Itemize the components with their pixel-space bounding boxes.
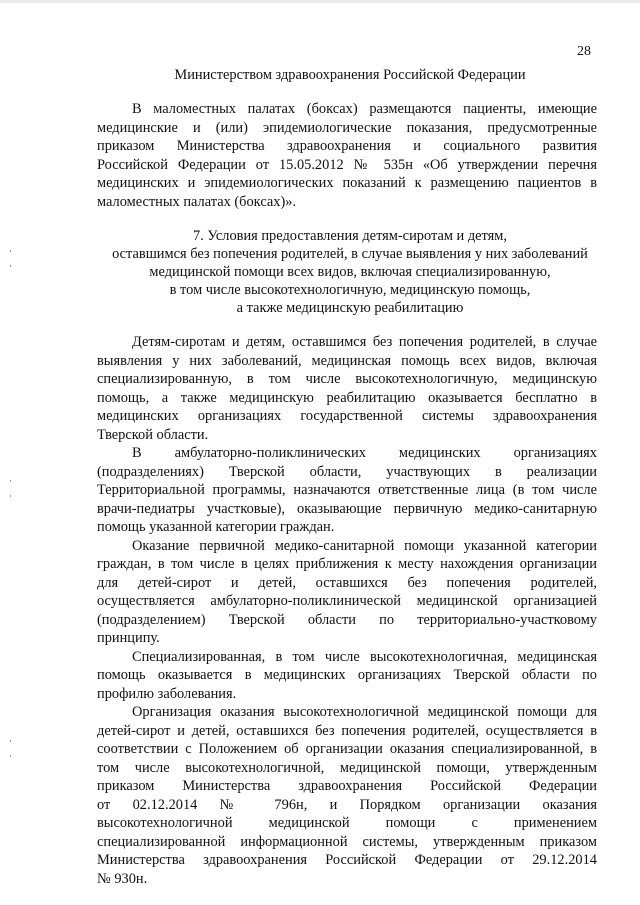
text-line: специализированной информационной системы, утвержденным приказом: [97, 834, 597, 850]
scan-speck: [10, 740, 11, 742]
text-line: соответствии с Положением об организации оказания специализированной, в: [97, 741, 597, 757]
text-line: Специализированная, в том числе высокотехнологичная, медицинская: [132, 649, 597, 665]
text-line: № 930н.: [97, 871, 148, 887]
section-title-line: оставшимся без попечения родителей, в случае выявления у них заболеваний: [112, 246, 588, 262]
text-line: Территориальной программы, назначаются ответственные лица (в том числе: [97, 482, 597, 498]
text-line: помощь, а также медицинскую реабилитацию оказывается бесплатно в: [97, 390, 597, 406]
scan-speck: [10, 480, 11, 482]
scan-speck: [10, 265, 11, 267]
text-line: осуществляется амбулаторно-поликлинической медицинской организацией: [97, 593, 597, 609]
header-line: Министерством здравоохранения Российской Федерации: [174, 67, 526, 83]
scan-speck: [10, 755, 11, 757]
page-number: 28: [577, 44, 591, 59]
text-line: детей-сирот и детей, оставшихся без попечения родителей, осуществляется в: [97, 723, 597, 739]
text-line: врачи-педиатры участковые), оказывающие первичную медико-санитарную: [97, 501, 597, 517]
section-title-line: а также медицинскую реабилитацию: [236, 300, 464, 316]
text-line: (подразделением) Тверской области по территориально-участковому: [97, 612, 597, 628]
section-title-line: в том числе высокотехнологичную, медицинскую помощь,: [169, 282, 531, 298]
text-line: (подразделениях) Тверской области, участвующих в реализации: [97, 464, 597, 480]
scan-speck: [10, 495, 11, 497]
text-line: принципу.: [97, 630, 160, 646]
text-line: помощь оказывается в медицинских организациях Тверской области по: [97, 667, 597, 683]
text-line: В амбулаторно-поликлинических медицинских организациях: [132, 445, 597, 461]
text-line: от 02.12.2014 № 796н, и Порядком организации оказания: [97, 797, 597, 813]
text-line: высокотехнологичной медицинской помощи с применением: [97, 815, 597, 831]
text-line: В маломестных палатах (боксах) размещаются пациенты, имеющие: [132, 101, 597, 117]
text-line: приказом Министерства здравоохранения и социального развития: [97, 138, 597, 154]
text-line: для детей-сирот и детей, оставшихся без попечения родителей,: [97, 575, 597, 591]
text-line: граждан, в том числе в целях приближения к месту нахождения организации: [97, 556, 597, 572]
text-line: том числе высокотехнологичной, медицинской помощи, утвержденным: [97, 760, 597, 776]
text-line: помощь указанной категории граждан.: [97, 519, 335, 535]
text-line: Тверской области.: [97, 427, 209, 443]
text-line: приказом Министерства здравоохранения Российской Федерации: [97, 778, 597, 794]
text-line: медицинских и эпидемиологических показаний к размещению пациентов в: [97, 175, 597, 191]
text-line: маломестных палатах (боксах)».: [97, 194, 297, 210]
text-line: Оказание первичной медико-санитарной помощи указанной категории: [132, 538, 597, 554]
section-title-line: медицинской помощи всех видов, включая специализированную,: [149, 264, 551, 280]
text-line: медицинских организациях государственной системы здравоохранения: [97, 408, 597, 424]
text-line: специализированную, в том числе высокотехнологичную, медицинскую: [97, 371, 597, 387]
section-title-line: 7. Условия предоставления детям-сиротам и детям,: [193, 228, 507, 244]
text-line: выявления у них заболеваний, медицинская помощь всех видов, включая: [97, 353, 597, 369]
text-line: медицинские и (или) эпидемиологические показания, предусмотренные: [97, 120, 597, 136]
text-line: Детям-сиротам и детям, оставшимся без попечения родителей, в случае: [132, 334, 597, 350]
scan-edge: [0, 0, 640, 3]
text-line: Российской Федерации от 15.05.2012 № 535н «Об утверждении перечня: [97, 157, 597, 173]
scan-speck: [10, 250, 11, 252]
text-line: профилю заболевания.: [97, 686, 237, 702]
text-line: Министерства здравоохранения Российской Федерации от 29.12.2014: [97, 852, 597, 868]
text-line: Организация оказания высокотехнологичной медицинской помощи для: [132, 704, 597, 720]
